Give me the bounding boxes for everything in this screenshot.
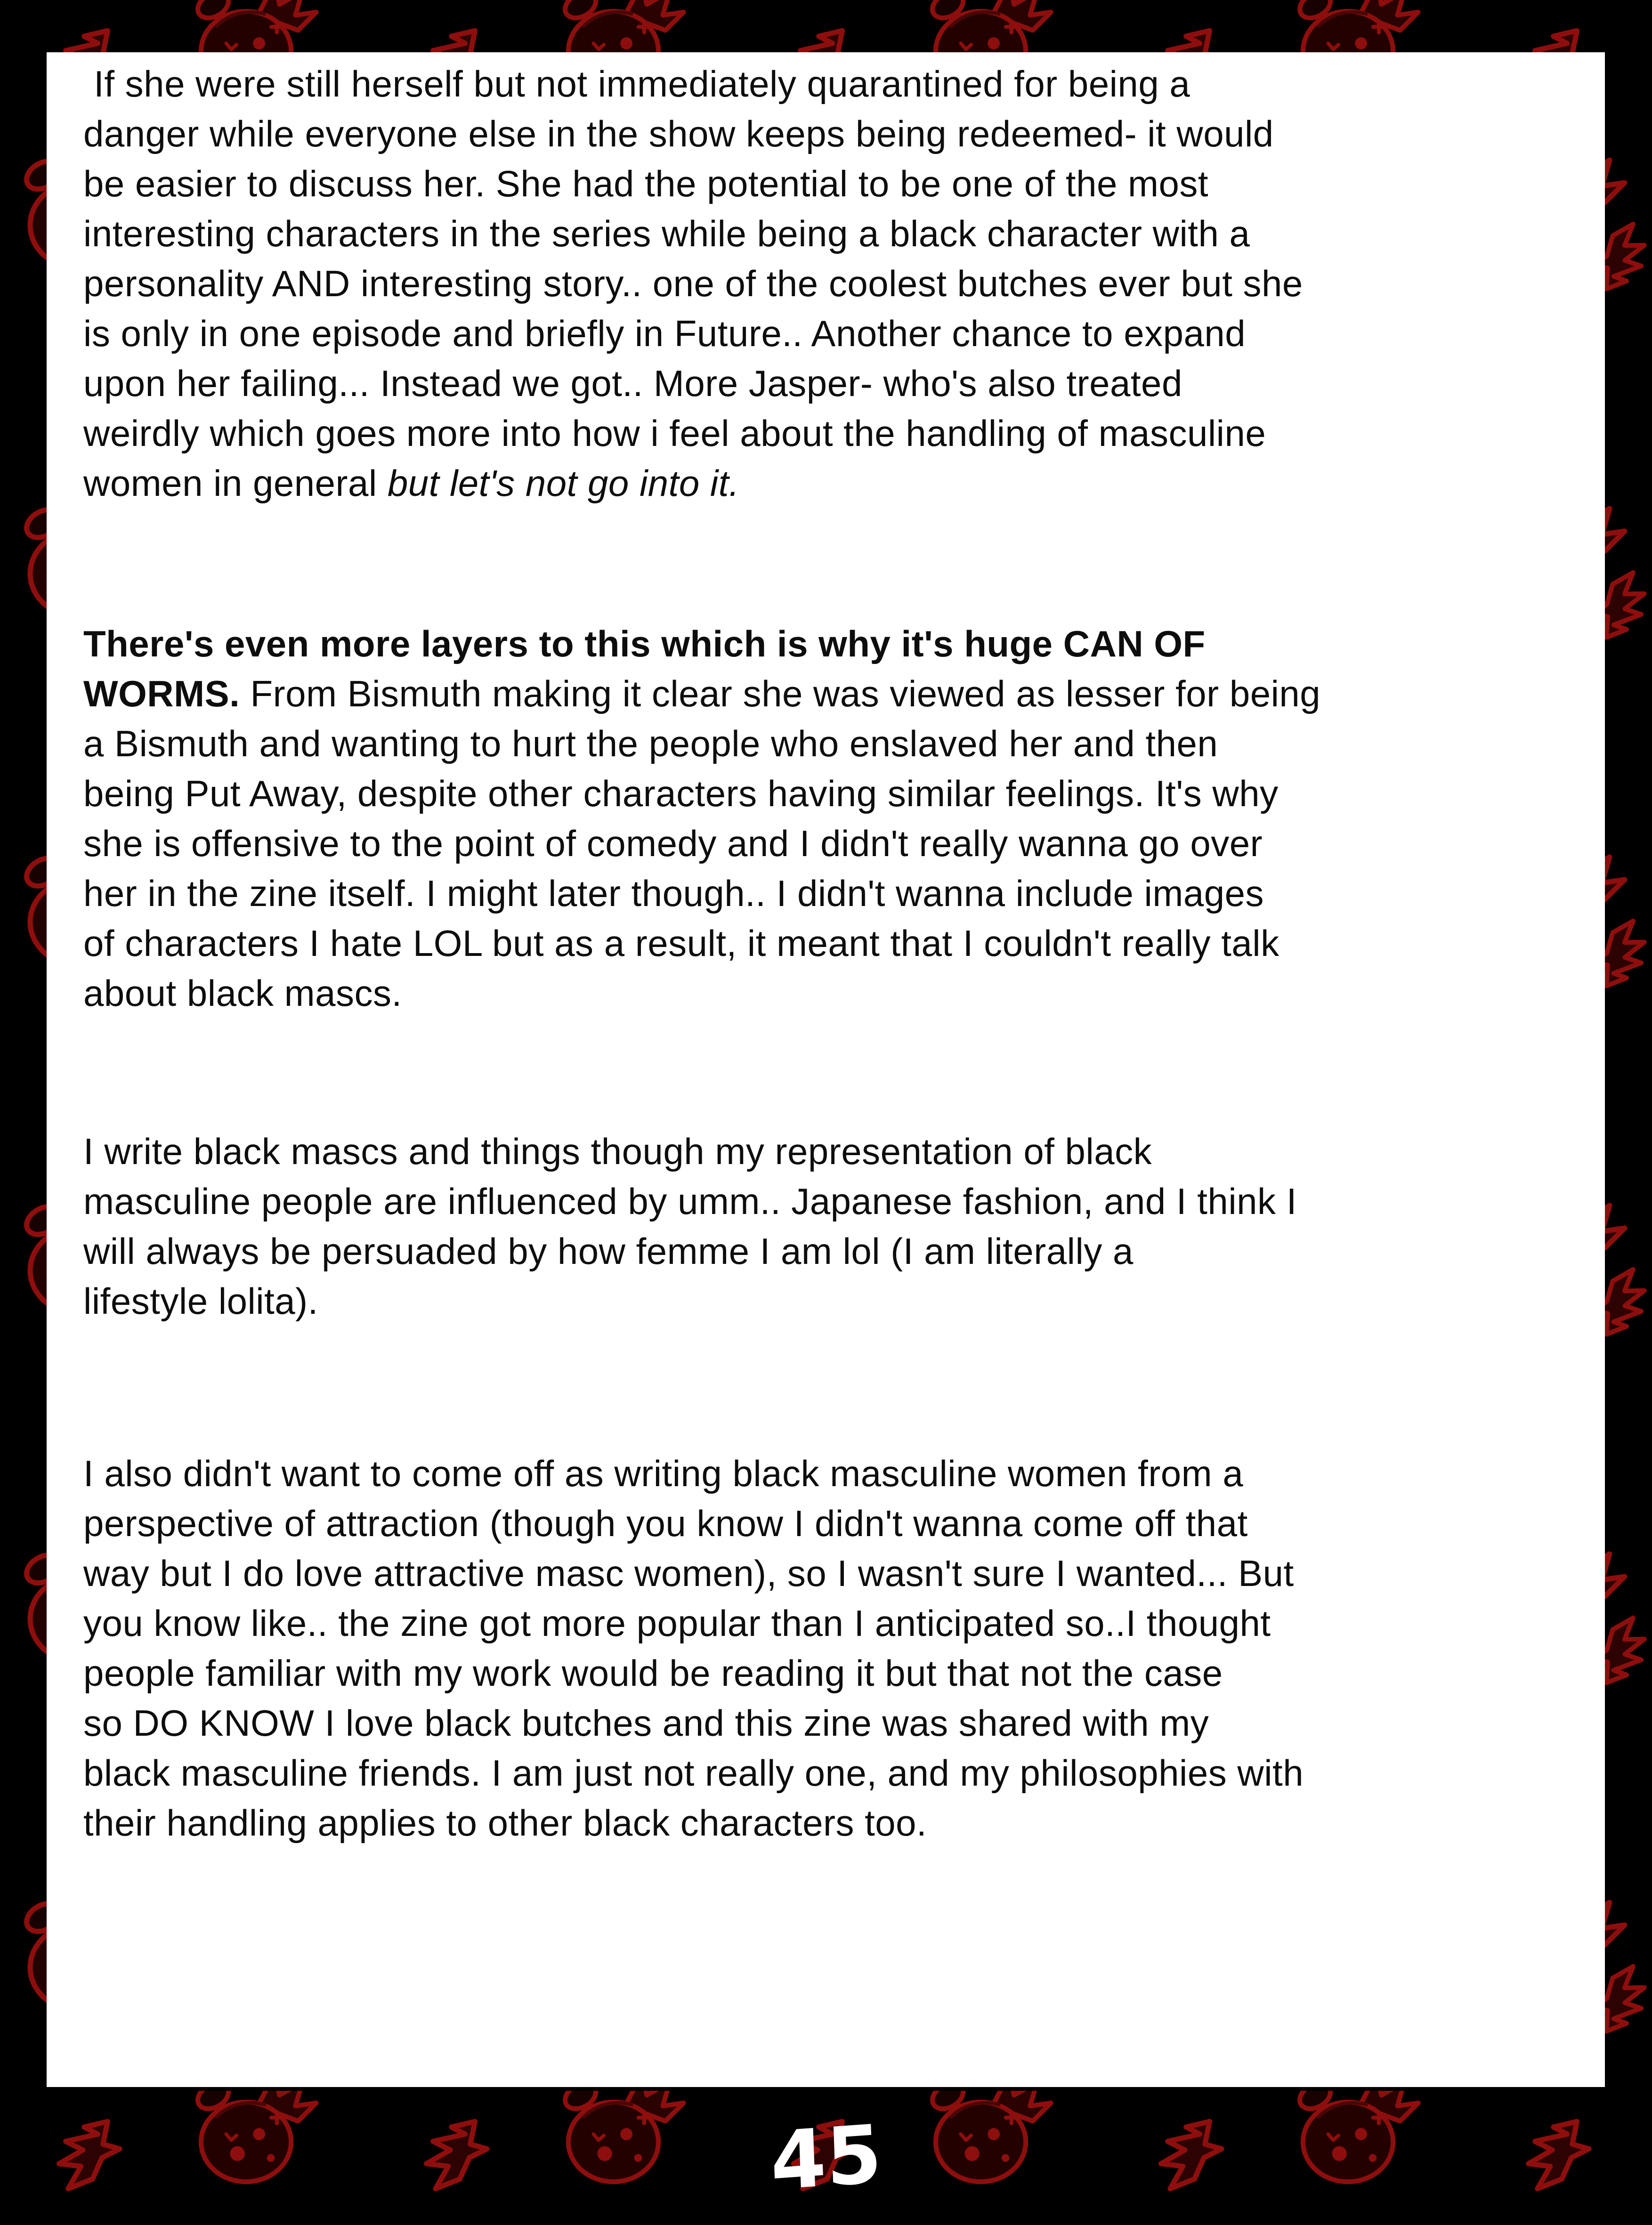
regular-segment: From Bismuth making it clear she was viewed as lesser for being [240, 673, 1321, 714]
text-line: danger while everyone else in the show keeps being redeemed- it would [83, 113, 1274, 154]
text-line: weirdly which goes more into how i feel about the handling of masculine [83, 413, 1266, 454]
text-line: being Put Away, despite other characters having similar feelings. It's why [83, 773, 1279, 814]
paragraph-2 [83, 619, 1572, 1018]
text-line: perspective of attraction (though you know I didn't wanna come off that [83, 1503, 1248, 1544]
text-line: so DO KNOW I love black butches and this zine was shared with my [83, 1702, 1209, 1744]
text-line: a Bismuth and wanting to hurt the people who enslaved her and then [83, 723, 1218, 764]
text-line: people familiar with my work would be reading it but that not the case [83, 1652, 1223, 1694]
page-card [47, 52, 1605, 2087]
text-line: I also didn't want to come off as writing black masculine women from a [83, 1453, 1244, 1494]
text-line: masculine people are influenced by umm.. Japanese fashion, and I think I [83, 1181, 1297, 1222]
text-line: she is offensive to the point of comedy and I didn't really wanna go over [83, 823, 1263, 864]
regular-segment: women in general [83, 462, 388, 504]
text-line: black masculine friends. I am just not really one, and my philosophies with [83, 1752, 1304, 1794]
paragraph-4 [83, 1448, 1572, 1848]
bold-heading-line: There's even more layers to this which is why it's huge CAN OF [83, 623, 1206, 664]
page-number-text: 45 [769, 2107, 883, 2209]
text-line: I write black mascs and things though my representation of black [83, 1131, 1152, 1172]
paragraph-3 [83, 1126, 1572, 1326]
text-line: will always be persuaded by how femme I am lol (I am literally a [83, 1230, 1134, 1272]
text-line: their handling applies to other black characters too. [83, 1802, 927, 1844]
text-line: of characters I hate LOL but as a result, it meant that I couldn't really talk [83, 922, 1279, 964]
text-line: personality AND interesting story.. one of the coolest butches ever but she [83, 263, 1303, 304]
text-line: her in the zine itself. I might later though.. I didn't wanna include images [83, 873, 1264, 914]
text-line [83, 669, 1572, 719]
text-line: If she were still herself but not immediately quarantined for being a [83, 63, 1190, 105]
text-line: is only in one episode and briefly in Future.. Another chance to expand [83, 313, 1246, 354]
paragraph-1 [83, 59, 1572, 508]
text-line: way but I do love attractive masc women), so I wasn't sure I wanted... But [83, 1553, 1294, 1594]
page-number [0, 2107, 1652, 2209]
text-line [83, 458, 1572, 508]
text-line: about black mascs. [83, 972, 402, 1014]
text-line: you know like.. the zine got more popular than I anticipated so..I thought [83, 1602, 1271, 1644]
text-line: lifestyle lolita). [83, 1280, 318, 1322]
text-line: upon her failing... Instead we got.. More Jasper- who's also treated [83, 363, 1182, 404]
text-line: be easier to discuss her. She had the potential to be one of the most [83, 163, 1209, 204]
bold-segment: WORMS. [83, 673, 240, 714]
italic-segment: but let's not go into it. [387, 462, 740, 504]
text-line: interesting characters in the series while being a black character with a [83, 213, 1250, 254]
